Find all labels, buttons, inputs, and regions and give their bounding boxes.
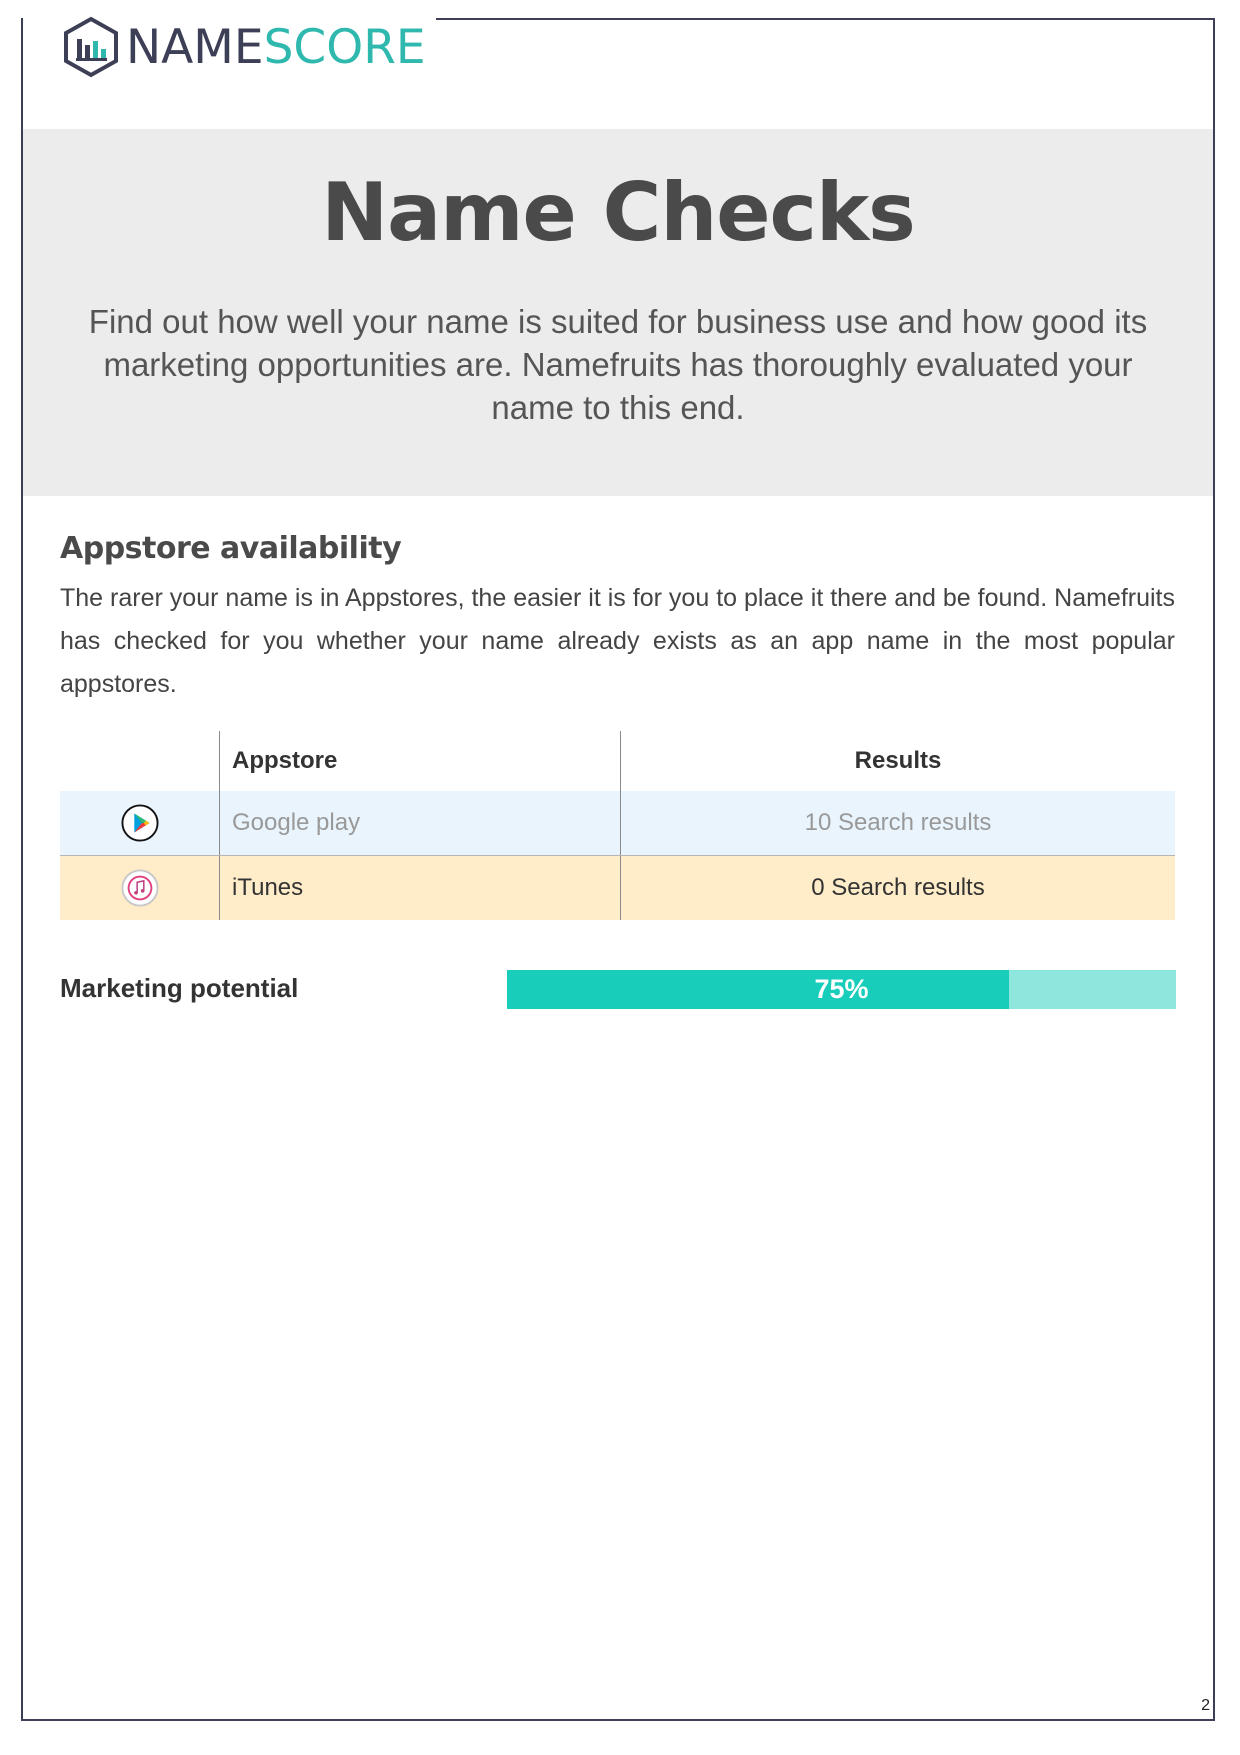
header-results: Results (854, 747, 942, 774)
bar-chart-hexagon-icon (62, 16, 120, 78)
store-results: 10 Search results (804, 809, 992, 836)
table-row (60, 791, 1175, 856)
namescore-logo (62, 14, 436, 80)
marketing-potential-label: Marketing potential (60, 973, 299, 1003)
appstore-table (60, 731, 1175, 920)
icon-cell (60, 856, 220, 920)
hero-banner (23, 129, 1213, 496)
table-row (60, 856, 1175, 920)
page-title: Name Checks (321, 166, 915, 259)
page-number: 2 (1201, 1697, 1210, 1714)
icon-cell (60, 791, 220, 855)
store-name: Google play (220, 791, 621, 855)
logo-wordmark (126, 19, 426, 75)
marketing-potential-value: 75% (814, 974, 869, 1004)
google-play-icon (121, 804, 159, 842)
header-icon-cell (60, 731, 220, 791)
appstore-section-title: Appstore availability (60, 531, 402, 566)
header-appstore: Appstore (220, 731, 621, 791)
table-header-row (60, 731, 1175, 791)
appstore-section-description: The rarer your name is in Appstores, the easier it is for you to place it there and be found. Namefruits has checked for you whether your name already exists as an app name in the most popular appstores. (60, 584, 1175, 698)
store-results: 0 Search results (811, 874, 985, 901)
frame-top-line (410, 18, 1215, 20)
marketing-potential-bar (507, 970, 1176, 1009)
logo-name-part: NAME (126, 19, 264, 75)
store-name: iTunes (220, 856, 621, 920)
logo-score-part: SCORE (263, 19, 426, 75)
itunes-icon (121, 869, 159, 907)
hero-description: Find out how well your name is suited for business use and how good its marketing opportunities are. Namefruits has thoroughly evaluated your name to this end. (88, 303, 1148, 426)
